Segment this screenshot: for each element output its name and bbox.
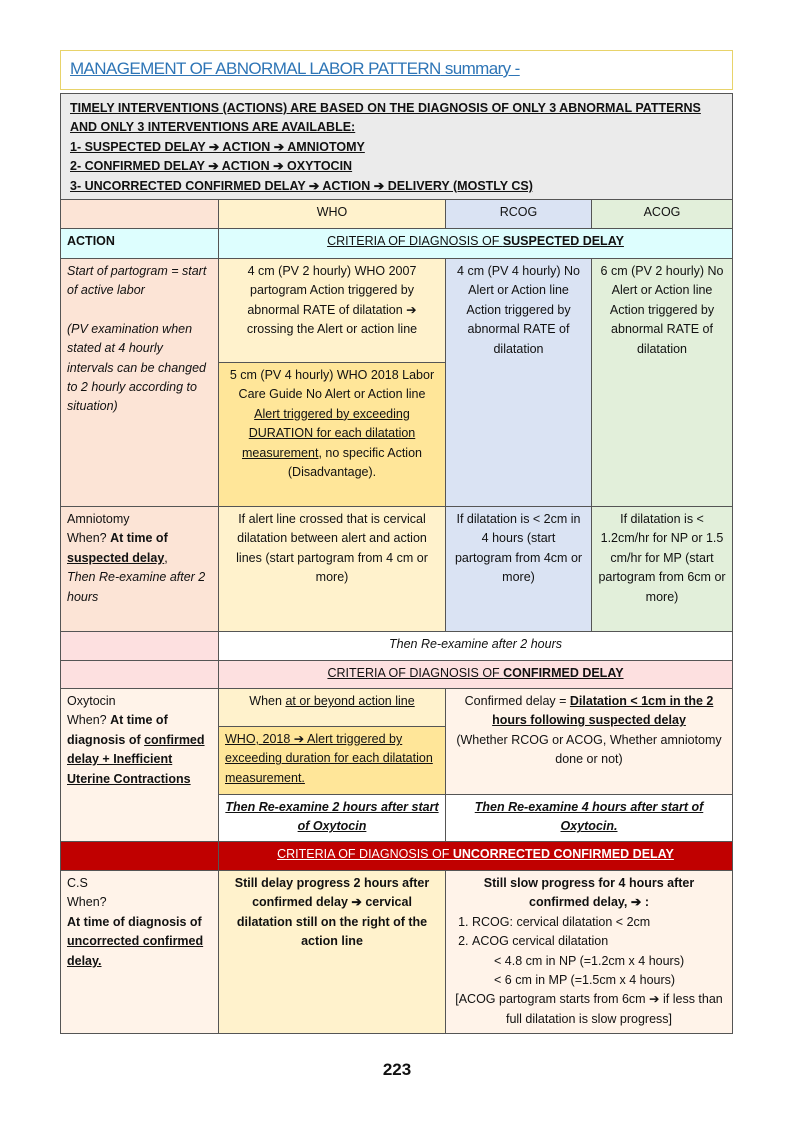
- cs-other-head: Still slow progress for 4 hours after confirmed delay, ➔ :: [483, 876, 695, 910]
- comma: ,: [164, 550, 168, 565]
- rcog-start-cell: 4 cm (PV 4 hourly) No Alert or Action line Action triggered by abnormal RATE of dilatation: [445, 258, 592, 507]
- confirmed-blank: [60, 660, 219, 689]
- reexamine-blank: [60, 631, 219, 661]
- amniotomy-label: Amniotomy: [67, 512, 130, 526]
- criteria-suspected: SUSPECTED DELAY: [502, 234, 624, 248]
- action-label: ACTION: [60, 228, 219, 259]
- confirmed-delay-def: Dilatation < 1cm in the 2 hours following suspected delay: [492, 694, 714, 728]
- start-text: Start of partogram = start of active labor: [67, 264, 207, 298]
- cs-when: At time of diagnosis of: [67, 914, 202, 929]
- cs-item: 1. RCOG: cervical dilatation < 2cm: [472, 913, 726, 932]
- amniotomy-left: [60, 506, 219, 632]
- when-label: When?: [67, 895, 107, 910]
- cs-item: 2. ACOG cervical dilatation: [472, 932, 726, 951]
- page-title: [60, 50, 733, 90]
- criteria-confirmed: CONFIRMED DELAY: [503, 666, 624, 680]
- start-left: [60, 258, 219, 507]
- intro-line: TIMELY INTERVENTIONS (ACTIONS) ARE BASED ON THE DIAGNOSIS OF ONLY 3 ABNORMAL PATTERNS AND ONLY 3 INTERVENTIONS ARE AVAILABLE:: [70, 101, 701, 135]
- header-blank: [60, 199, 219, 229]
- acog-start-cell: 6 cm (PV 2 hourly) No Alert or Action line Action triggered by abnormal RATE of dilatation: [591, 258, 733, 507]
- cs-left: [60, 870, 219, 1034]
- who-2018-oxytocin: WHO, 2018 ➔ Alert triggered by exceeding duration for each dilatation measurement.: [225, 732, 433, 785]
- action-line-text: at or beyond action line: [285, 694, 415, 708]
- reexamine-who: [218, 794, 446, 842]
- uncorrected-criteria-header: [218, 841, 733, 871]
- amniotomy-rcog: If dilatation is < 2cm in 4 hours (start partogram from 4cm or more): [445, 506, 592, 632]
- amniotomy-reexamine: Then Re-examine after 2 hours: [67, 570, 206, 604]
- when-text: When: [249, 694, 286, 708]
- amniotomy-when: At time of: [110, 531, 168, 546]
- title-main: MANAGEMENT OF ABNORMAL LABOR PATTERN: [70, 59, 441, 78]
- cs-np: < 4.8 cm in NP (=1.2cm x 4 hours): [494, 953, 685, 968]
- intro-box: [60, 93, 733, 200]
- reexamine-row: Then Re-examine after 2 hours: [218, 631, 733, 661]
- who-2018-alert: Alert triggered by exceeding DURATION for each dilatation measurement,: [242, 406, 416, 460]
- criteria-prefix: CRITERIA OF DIAGNOSIS OF: [327, 666, 504, 680]
- amniotomy-who: If alert line crossed that is cervical dilatation between alert and action lines (start partogram from 4 cm or more): [218, 506, 446, 632]
- header-rcog: RCOG: [445, 199, 592, 229]
- reexamine-other-text: Then Re-examine 4 hours after start of Oxytocin.: [474, 800, 704, 834]
- intro-line: 2- CONFIRMED DELAY ➔ ACTION ➔ OXYTOCIN: [70, 159, 353, 174]
- page-number: 223: [382, 1060, 412, 1079]
- confirmed-delay-label: Confirmed delay =: [464, 694, 570, 708]
- start-note: (PV examination when stated at 4 hourly intervals can be changed to 2 hourly according to situation): [67, 321, 206, 414]
- cs-rcog-acog: [445, 870, 733, 1034]
- title-suffix: summary -: [440, 59, 520, 78]
- cs-label: C.S: [67, 876, 88, 890]
- header-who: WHO: [218, 199, 446, 229]
- suspected-criteria-header: [218, 228, 733, 259]
- oxytocin-who: [218, 688, 446, 727]
- cs-condition: uncorrected confirmed delay.: [67, 934, 204, 968]
- reexamine-who-text: Then Re-examine 2 hours after start of Oxytocin: [225, 800, 439, 834]
- when-label: When?: [67, 531, 111, 546]
- cs-who: Still delay progress 2 hours after confirmed delay ➔ cervical dilatation still on the right of the action line: [218, 870, 446, 1034]
- oxytocin-label: Oxytocin: [67, 694, 116, 708]
- amniotomy-acog: If dilatation is < 1.2cm/hr for NP or 1.5 cm/hr for MP (start partogram from 6cm or more): [591, 506, 733, 632]
- oxytocin-who-2018: [218, 726, 446, 795]
- who-2007-cell: 4 cm (PV 2 hourly) WHO 2007 partogram Action triggered by abnormal RATE of dilatation ➔ crossing the Alert or action line: [218, 258, 446, 363]
- criteria-uncorrected: UNCORRECTED CONFIRMED DELAY: [452, 847, 674, 861]
- cs-mp: < 6 cm in MP (=1.5cm x 4 hours): [494, 973, 676, 988]
- confirmed-delay-note: (Whether RCOG or ACOG, Whether amniotomy done or not): [456, 732, 722, 767]
- criteria-prefix: CRITERIA OF DIAGNOSIS OF: [327, 234, 503, 248]
- who-2018-cell: [218, 362, 446, 507]
- cs-note: [ACOG partogram starts from 6cm ➔ if less than full dilatation is slow progress]: [455, 992, 723, 1026]
- oxytocin-when: At time of diagnosis of: [67, 713, 168, 747]
- reexamine-other: [445, 794, 733, 842]
- who-2018-tail: no specific Action (Disadvantage).: [287, 445, 422, 480]
- intro-line: 1- SUSPECTED DELAY ➔ ACTION ➔ AMNIOTOMY: [70, 139, 365, 154]
- oxytocin-condition: confirmed delay + Inefficient Uterine Contractions: [67, 732, 205, 786]
- when-label: When?: [67, 713, 111, 728]
- header-acog: ACOG: [591, 199, 733, 229]
- amniotomy-suspected: suspected delay: [67, 550, 165, 565]
- intro-line: 3- UNCORRECTED CONFIRMED DELAY ➔ ACTION ➔ DELIVERY (MOSTLY CS): [70, 178, 533, 193]
- confirmed-criteria-header: [218, 660, 733, 689]
- who-2018-text: 5 cm (PV 4 hourly) WHO 2018 Labor Care Guide No Alert or Action line: [229, 368, 435, 402]
- uncorrected-blank: [60, 841, 219, 871]
- criteria-prefix: CRITERIA OF DIAGNOSIS OF: [277, 847, 453, 861]
- oxytocin-rcog-acog: [445, 688, 733, 795]
- oxytocin-left: [60, 688, 219, 842]
